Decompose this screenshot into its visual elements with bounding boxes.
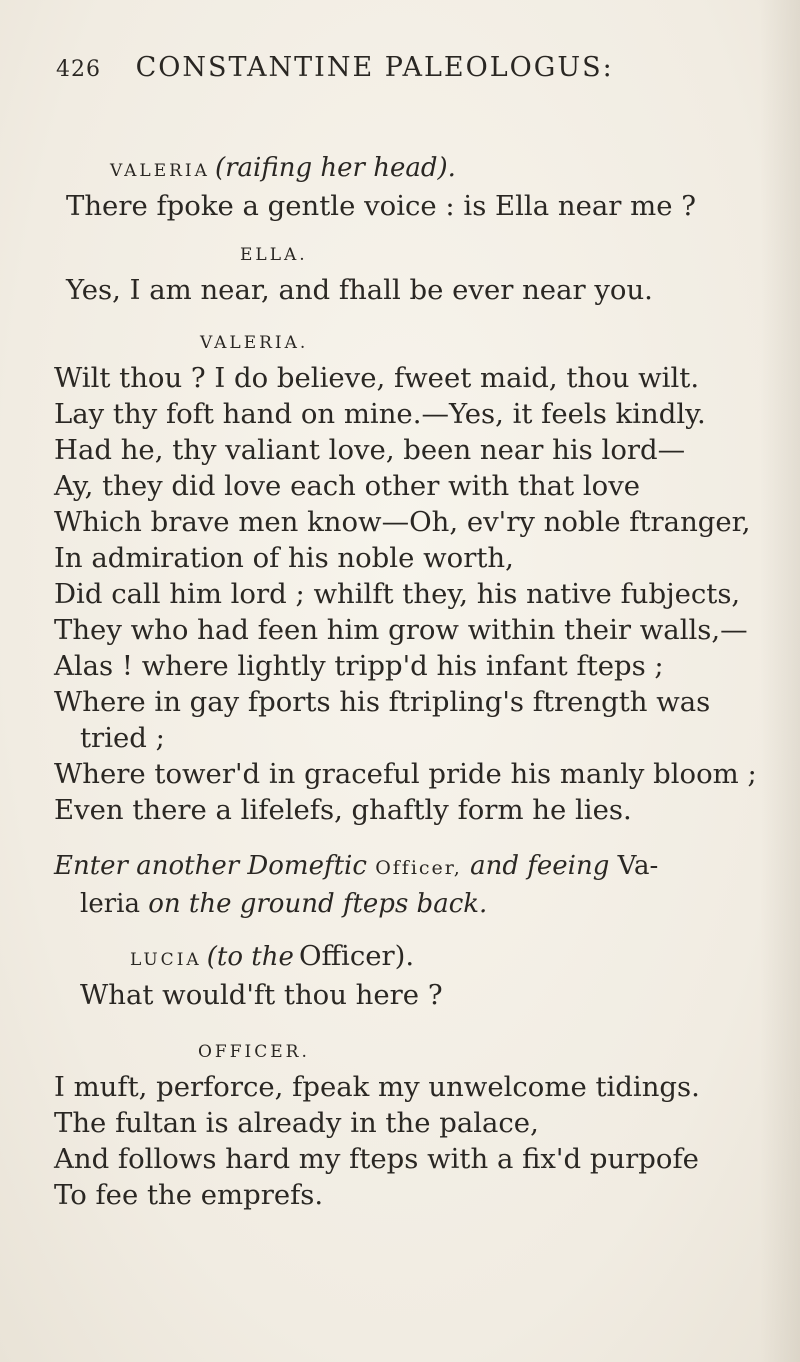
running-header	[56, 52, 736, 83]
verse-line: Wilt thou ? I do believe, fweet maid, thou wilt.	[54, 362, 700, 394]
stage-direction-officer: Officer,	[375, 857, 462, 879]
stage-direction-name: Va-	[617, 851, 659, 881]
running-title: CONSTANTINE PALEOLOGUS:	[135, 52, 614, 83]
speaker-name: VALERIA	[110, 161, 210, 181]
verse-line: The fultan is already in the palace,	[54, 1107, 539, 1139]
verse-line: Even there a lifelefs, ghaftly form he lies.	[54, 794, 632, 826]
speaker-heading	[110, 938, 750, 977]
verse-line: Where tower'd in graceful pride his manly bloom ;	[54, 758, 757, 790]
speaker-name: LUCIA	[130, 950, 202, 970]
verse-line: Alas ! where lightly tripp'd his infant fteps ;	[54, 650, 664, 682]
stage-direction-text: Enter another Domeftic	[54, 851, 367, 881]
stage-direction-name: leria	[80, 889, 140, 919]
stage-direction-text: and feeing	[470, 851, 610, 881]
verse-line: Ay, they did love each other with that love	[54, 470, 641, 502]
verse-line: In admiration of his noble worth,	[54, 542, 514, 574]
verse-line-continuation: tried ;	[80, 722, 165, 754]
verse-line: Which brave men know—Oh, ev'ry noble ftranger,	[54, 506, 751, 538]
speaker-name: VALERIA.	[200, 333, 309, 353]
stage-direction-entry-cont	[80, 886, 750, 922]
page-number: 426	[56, 57, 101, 82]
verse-line: Where in gay fports his ftripling's ftrength was	[54, 686, 711, 718]
verse-line: They who had feen him grow within their walls,—	[54, 614, 748, 646]
verse-line: Yes, I am near, and fhall be ever near you.	[66, 274, 653, 306]
stage-direction: (raifing her head).	[214, 153, 456, 183]
verse-line: And follows hard my fteps with a fix'd purpofe	[54, 1143, 699, 1175]
play-text	[54, 150, 757, 1213]
speaker-heading	[110, 150, 750, 188]
page-edge-shadow	[760, 0, 800, 1362]
verse-line: There fpoke a gentle voice : is Ella near me ?	[66, 190, 696, 222]
stage-direction-officer: Officer).	[298, 940, 415, 972]
verse-line: What would'ft thou here ?	[80, 979, 443, 1011]
verse-line: Lay thy foft hand on mine.—Yes, it feels kindly.	[54, 398, 706, 430]
speaker-name: OFFICER.	[198, 1042, 310, 1062]
stage-direction-text: on the ground fteps back.	[148, 889, 488, 919]
stage-direction-entry	[54, 848, 750, 886]
verse-line: To fee the emprefs.	[54, 1179, 324, 1211]
verse-line: Had he, thy valiant love, been near his lord—	[54, 434, 686, 466]
speaker-name: ELLA.	[240, 245, 308, 265]
verse-line: Did call him lord ; whilft they, his native fubjects,	[54, 578, 741, 610]
verse-line: I muft, perforce, fpeak my unwelcome tidings.	[54, 1071, 700, 1103]
stage-direction: (to the	[206, 942, 294, 972]
